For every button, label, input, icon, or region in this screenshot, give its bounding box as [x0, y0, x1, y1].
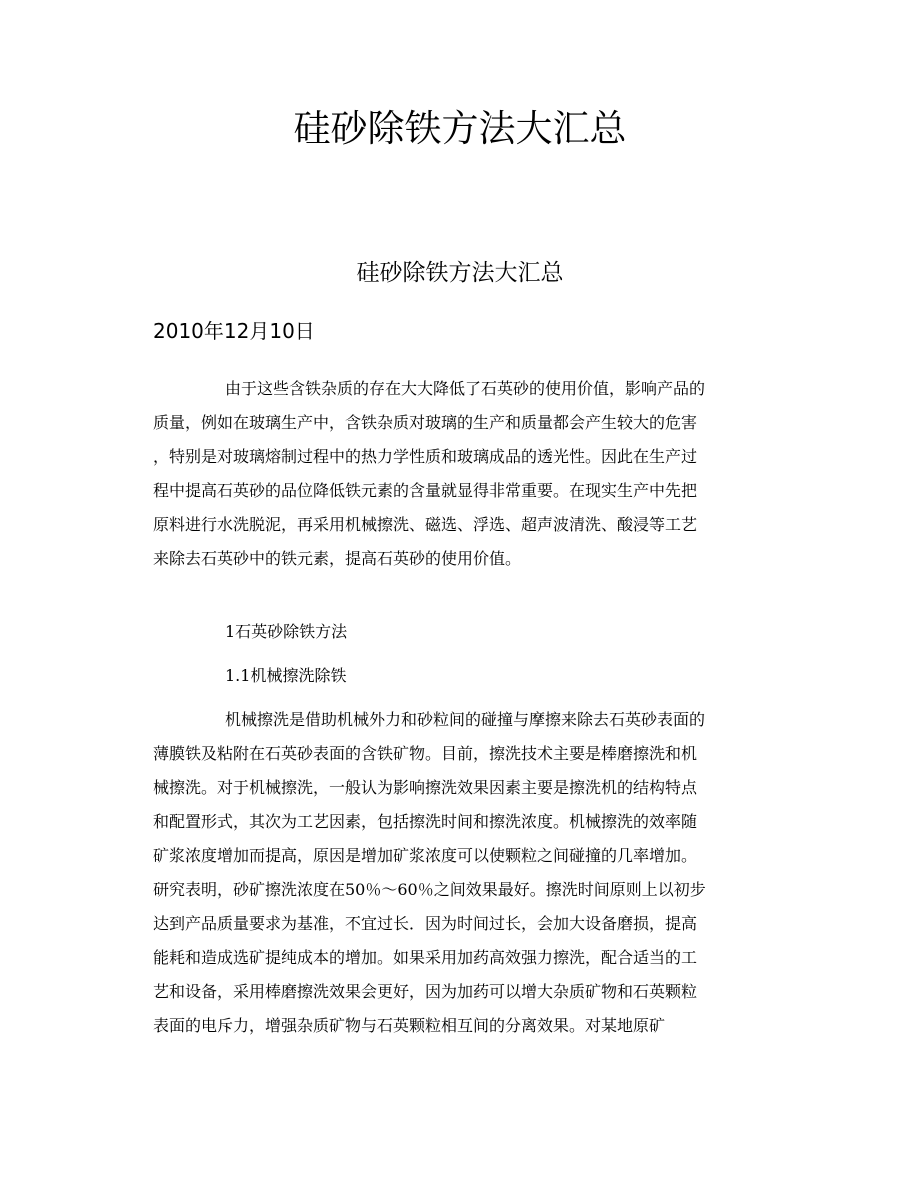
paragraph-line: 表面的电斥力，增强杂质矿物与石英颗粒相互间的分离效果。对某地原矿	[153, 1016, 666, 1035]
paragraph-intro	[153, 372, 773, 576]
paragraph-line: 矿浆浓度增加而提高，原因是增加矿浆浓度可以使颗粒之间碰撞的几率增加。	[153, 846, 698, 865]
article-title: 硅砂除铁方法大汇总	[356, 260, 564, 286]
paragraph-line: 来除去石英砂中的铁元素，提高石英砂的使用价值。	[153, 549, 522, 568]
paragraph-line: 质量，例如在玻璃生产中，含铁杂质对玻璃的生产和质量都会产生较大的危害	[153, 413, 698, 432]
subsection-heading-text: 1.1机械擦洗除铁	[225, 666, 347, 685]
paragraph-line: 薄膜铁及粘附在石英砂表面的含铁矿物。目前，擦洗技术主要是棒磨擦洗和机	[153, 744, 698, 763]
paragraph-line: 和配置形式，其次为工艺因素，包括擦洗时间和擦洗浓度。机械擦洗的效率随	[153, 812, 698, 831]
paragraph-line: 达到产品质量要求为基准，不宜过长．因为时间过长，会加大设备磨损，提高	[153, 914, 698, 933]
section-heading	[153, 615, 773, 649]
paragraph-line: 由于这些含铁杂质的存在大大降低了石英砂的使用价值，影响产品的	[225, 379, 706, 398]
paragraph-mechanical-scrubbing	[153, 703, 773, 1043]
paragraph-line: 械擦洗。对于机械擦洗，一般认为影响擦洗效果因素主要是擦洗机的结构特点	[153, 778, 698, 797]
section-heading-text: 1石英砂除铁方法	[225, 622, 348, 641]
paragraph-line: 原料进行水洗脱泥，再采用机械擦洗、磁选、浮选、超声波清洗、酸浸等工艺	[153, 515, 698, 534]
paragraph-line: 机械擦洗是借助机械外力和砂粒间的碰撞与摩擦来除去石英砂表面的	[225, 710, 706, 729]
paragraph-line: 艺和设备，采用棒磨擦洗效果会更好，因为加药可以增大杂质矿物和石英颗粒	[153, 982, 698, 1001]
document-main-title: 硅砂除铁方法大汇总	[293, 107, 627, 150]
article-date: 2010年12月10日	[153, 319, 315, 343]
paragraph-line: 能耗和造成选矿提纯成本的增加。如果采用加药高效强力擦洗，配合适当的工	[153, 948, 698, 967]
paragraph-line: 研究表明，砂矿擦洗浓度在50％～60％之间效果最好。擦洗时间原则上以初步	[153, 880, 706, 899]
paragraph-line: 程中提高石英砂的品位降低铁元素的含量就显得非常重要。在现实生产中先把	[153, 481, 698, 500]
paragraph-line: ，特别是对玻璃熔制过程中的热力学性质和玻璃成品的透光性。因此在生产过	[153, 447, 698, 466]
subsection-heading	[153, 659, 773, 693]
